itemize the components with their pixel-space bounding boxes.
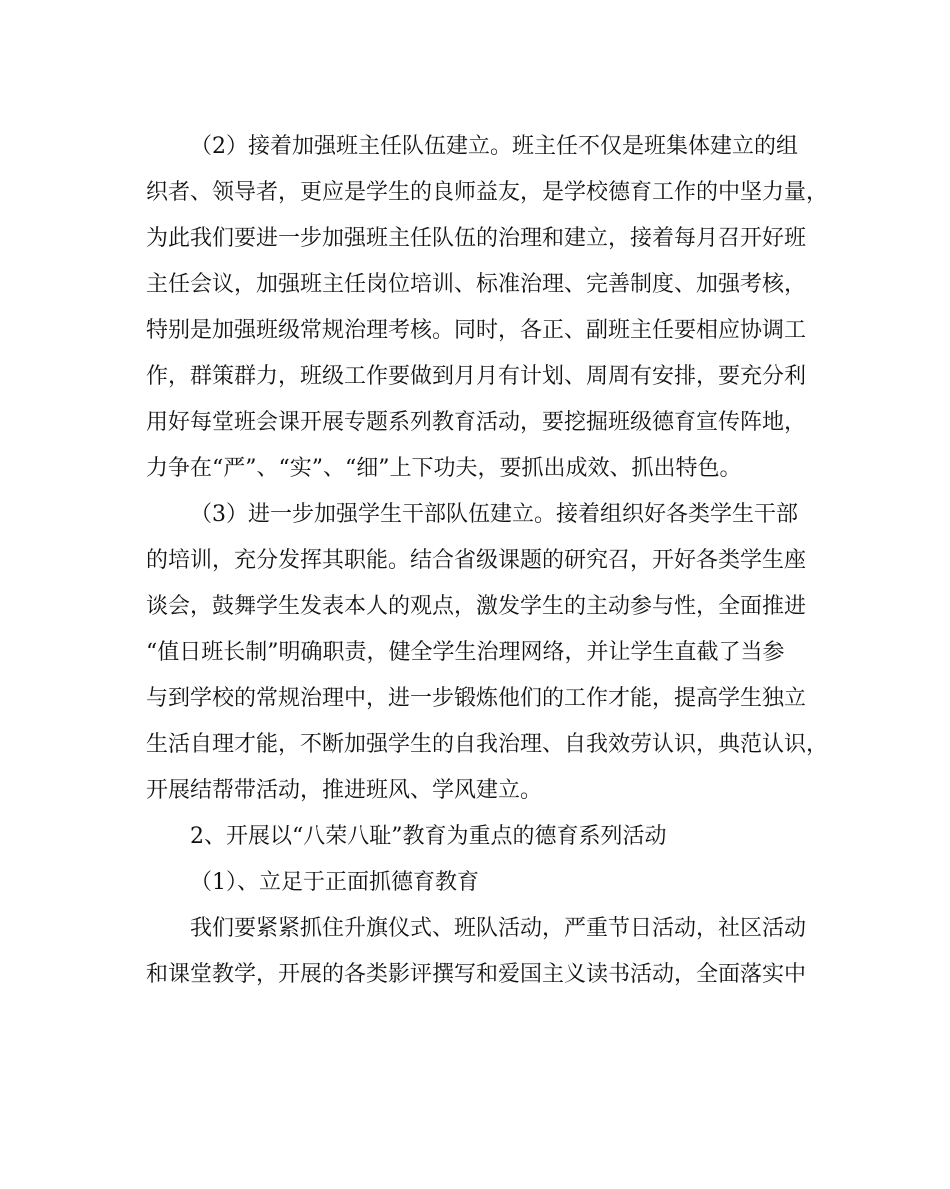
subsection-heading: （1）、立足于正面抓德育教育	[190, 870, 479, 895]
text-line: 力争在“严”、“实”、“细”上下功夫，要抓出成效、抓出特色。	[146, 456, 742, 481]
text-line: 特别是加强班级常规治理考核。同时，各正、副班主任要相应协调工	[146, 318, 807, 343]
text-line: 为此我们要进一步加强班主任队伍的治理和建立，接着每月召开好班	[146, 226, 807, 251]
text-line: （2）接着加强班主任队伍建立。班主任不仅是班集体建立的组	[190, 134, 798, 159]
text-line: 用好每堂班会课开展专题系列教育活动，要挖掘班级德育宣传阵地，	[146, 410, 807, 435]
text-line: 生活自理才能，不断加强学生的自我治理、自我效劳认识，典范认识，	[146, 732, 829, 757]
text-line: 和课堂教学，开展的各类影评撰写和爱国主义读书活动，全面落实中	[146, 962, 807, 987]
text-line: 我们要紧紧抓住升旗仪式、班队活动，严重节日活动，社区活动	[190, 916, 807, 941]
text-line: 织者、领导者，更应是学生的良师益友，是学校德育工作的中坚力量，	[146, 180, 829, 205]
text-line: 的培训，充分发挥其职能。结合省级课题的研究召，开好各类学生座	[146, 548, 807, 573]
text-line: 谈会，鼓舞学生发表本人的观点，激发学生的主动参与性，全面推进	[146, 594, 807, 619]
text-line: 主任会议，加强班主任岗位培训、标准治理、完善制度、加强考核，	[146, 272, 807, 297]
text-line: （3）进一步加强学生干部队伍建立。接着组织好各类学生干部	[190, 502, 798, 527]
text-line: “值日班长制”明确职责，健全学生治理网络，并让学生直截了当参	[146, 640, 785, 665]
section-heading: 2、开展以“八荣八耻”教育为重点的德育系列活动	[190, 824, 667, 849]
text-line: 开展结帮带活动，推进班风、学风建立。	[146, 778, 543, 803]
text-line: 与到学校的常规治理中，进一步锻炼他们的工作才能，提高学生独立	[146, 686, 807, 711]
text-line: 作，群策群力，班级工作要做到月月有计划、周周有安排，要充分利	[146, 364, 807, 389]
